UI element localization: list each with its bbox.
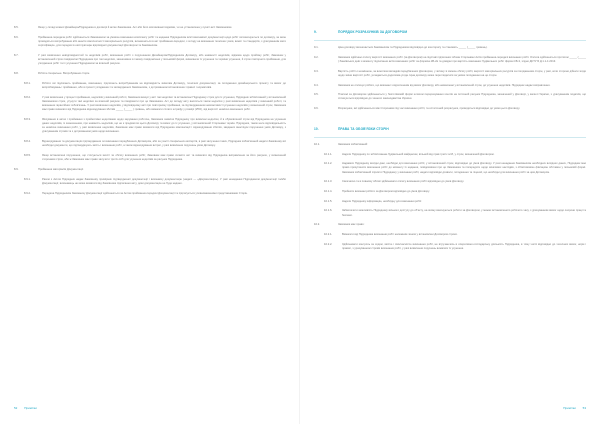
section-number: 9. (314, 30, 317, 34)
clause-number: 10.2.2. (324, 242, 333, 246)
left-page-number: 52 (14, 406, 18, 410)
clause-number: 8.7. (14, 53, 19, 57)
clause (314, 46, 586, 50)
clause-text: Роботи які підлягають прийманню, виконання, підлягають випробуванням на відповідність вимогам Договору, технічної документації, за погодження дизайнерського проекту та вимог до випробовувань і приймання, або в проекті узгоджених та затверджених Замовником, з дотриманням встановлених правил і нормативів. (42, 81, 286, 89)
sub-clause (14, 82, 286, 90)
clause-number: 10.1.4. (324, 190, 333, 194)
right-page (300, 0, 600, 424)
sub-clause (14, 192, 286, 196)
sub-clause (314, 190, 586, 194)
clause-number: 9.1. (314, 46, 319, 49)
clause (314, 143, 586, 147)
sub-clause (314, 233, 586, 237)
section-title: ПОРЯДОК РОЗРАХУНКІВ ЗА ДОГОВОРОМ (338, 30, 408, 34)
section-divider (314, 40, 586, 41)
clause-number: 8.9.1. (24, 177, 31, 181)
clause-number: 10.2. (314, 223, 320, 227)
clause-text: Вартість робіт є незмінною, за винятком випадків передбачених Договором, у зв'язку зі зміною обсягу робіт, вартості матеріальних ресурсів за погодженням сторін, у разі, коли сторони дійшли згоди щодо зміни вартості робіт, укладається додаткова угода. Ціна договору може переглядатися за умови погодження на це сторін. (338, 69, 586, 77)
clause-text: Замовник здійснює оплату вартості виконаних робіт (за Договором) на підставі підписаних обома Сторонами Актів приймання-передачі виконаних робіт. Оплата здійснюється протягом _____ (_____ ) банківських днів з моменту підписання актів виконаних робіт за формою КБ-2в та довідки про вартість виконаних будівельних робіт форми КБ-3, згідно ДСТУ Б Д.1.1-1:2013. (338, 55, 586, 63)
right-footer-label: Примітки (563, 406, 576, 410)
clause-text: Надавати Підряднику вихідні дані, необхідні для виконання робіт, у встановлений строк, відповідно до умов Договору. У разі ненадання Замовником необхідних вихідних даних, Підрядник має право призупинити виконання робіт до моменту їх надання, повідомивши про це Замовника та попередити щодо можливих наслідків, з обов'язковою фіксацією обставин у письмовій формі. Замовник зобов'язаний сприяти Підряднику у виконанні робіт, надати відповідні дозволи, погодження та ліцензії, що необхідні для виконання робіт за цим Договором. (342, 162, 586, 174)
clause-number: 9.3. (314, 69, 319, 73)
clause-number: 8.9.2. (24, 191, 31, 195)
clause (314, 56, 586, 64)
section-heading (314, 30, 586, 34)
clause-number: 9.6. (314, 107, 319, 111)
clause-text: Своєчасно та в повному обсязі здійснювати оплату виконаних робіт відповідно до умов Договору. (342, 180, 465, 184)
clause-number: 9.5. (314, 93, 319, 97)
section-heading (314, 127, 586, 131)
left-clause-list (14, 26, 286, 196)
clause-text: Здійснювати контроль за ходом, якістю і своєчасністю виконання робіт, не втручаючись в оперативно-господарську діяльність Підрядника, в тому числі відповідно до технічних вимог, норм і правил, з урахуванням строків виконання робіт, у разі виявлення порушень вимагати їх усунення. (342, 242, 586, 250)
sub-clause (14, 178, 286, 186)
clause-text: Приймання-передача робіт здійснюється Замовником за умовою виконання комплексу робіт та надання Підрядником всієї виконавчої документації щодо робіт які виконуються по договору, за якою проводяться випробування або аналіз комплектності матеріальних ресурсів, визначається в акт приймання-передачі, з огляду на виконання технічних умов, вимог та стандартів, з урахуванням мети сертифікацію, для передачі в експлуатацію відповідної документації Договором та Замовником. (38, 35, 286, 48)
sub-clause (314, 200, 586, 204)
clause-text: Надати Підряднику інформацію, необхідну для виконання робіт. (342, 199, 422, 203)
clause-number: 10.1.6. (324, 209, 333, 213)
clause (14, 72, 286, 76)
right-footer (563, 406, 586, 410)
section-divider (314, 137, 586, 138)
clause-text: Якщо встановлені порушення, що стосуються якості чи обсягу виконаних робіт, Замовник має право скласти акт та вимагати від Підрядника виправлення за його рахунок, у визначений сторонами строк, або ж Замовник має право залучити третіх осіб для усунення недоліків за рахунок Підрядника. (42, 154, 286, 162)
clause-text: Прийняти виконані роботи за Договором відповідно до умов Договору. (342, 190, 430, 194)
clause (314, 70, 586, 78)
clause-text: У разі виявлення невідповідностей та недоліків робіт, виконання робіт з порушенням Дизайнером/Підрядником Договору, або наявності недоліків, відмова щодо прийому робіт, Замовник у встановлений строк повідомляє Підрядника про такі недоліки, зазначивши в такому повідомленні у письмовій формі, вимагаючи їх усунення та терміни усунення, й строк повторного приймання, для узгодження робіт та їх усунення Підрядником за власний рахунок. (38, 53, 286, 66)
clause-number: 8.8.4. (24, 140, 31, 144)
clause-number: 9.2. (314, 55, 319, 59)
clause-text: Разом з Актом Підрядник надає Замовнику примірник підтвердженої документації і виконавчу документацію (надалі — «Документація»). У разі ненадання Підрядником документації та/або Документації, виконавець не може вимагати від Замовника підписання акту, доки документацію не буде надано. (42, 177, 286, 185)
clause-text: Передача Підрядником Замовнику Документації здійснюється за Актом приймання-передачі Документації та підписується уповноваженими представниками Сторін. (42, 191, 248, 195)
clause-number: 10.1.2. (324, 162, 333, 166)
clause (14, 26, 286, 30)
clause (14, 36, 286, 49)
clause-text: Замовник має право: (338, 223, 365, 227)
clause-number: 8.8.5. (24, 154, 31, 158)
left-footer (14, 406, 37, 410)
clause (314, 93, 586, 101)
clause-number: 8.8.3. (24, 117, 31, 121)
clause-text: Приймання матеріалів Документації. (38, 167, 84, 171)
clause-number: 8.8. (14, 71, 19, 75)
clause-number: 9.4. (314, 83, 319, 87)
clause-number: 8.8.2. (24, 95, 31, 99)
clause-text: Замовник не оплачує роботи, що виконані з відхиленням від вимог Договору, або невиконані у встановлений строк, до усунення недоліків. Підрядник надає виправлення. (338, 83, 551, 87)
sub-clause (14, 118, 286, 135)
right-section-list (314, 30, 586, 251)
clause-text: Надати Підряднику по зобов'язанню будівельний майданчик, вільний від прав третіх осіб, у строк, визначений Договором. (342, 152, 495, 156)
clause-number: 10.1.1. (324, 152, 333, 156)
section-number: 10. (314, 126, 319, 131)
sub-clause (314, 209, 586, 217)
left-footer-label: Примітки (24, 406, 37, 410)
clause-number: 10.1.3. (324, 180, 333, 184)
clause-text: Вимагати від Підрядника виконання робіт належним чином у встановлені Договором строки. (342, 233, 458, 237)
sub-clause (14, 154, 286, 162)
right-page-number: 53 (582, 406, 586, 410)
clause-text: Розрахунки, які здійснюються між Сторонами під час виконання робіт, та остаточний розрахунок, проводяться відповідно до умов цього Договору. (338, 107, 521, 111)
clause-text: Забезпечити можливість Підряднику вільного доступу до об'єкту, на якому виконуються роботи за Договором, у межах встановленого робочого часу, з урахуванням вимог щодо охорони праці та безпеки. (342, 209, 586, 217)
clause-number: 8.8.1. (24, 81, 31, 85)
clause-text: Ціна договору визначається Замовником та Підрядником відповідно до кошторису та становить _____ (_____ гривень). (338, 46, 488, 49)
sub-clause (314, 243, 586, 251)
clause-number: 8.6. (14, 35, 19, 39)
sub-clause (314, 162, 586, 175)
sub-clause (14, 140, 286, 148)
clause (14, 54, 286, 67)
clause-text: Якщо у складі кожної Дизайнера/Підрядника в договорі й актах Замовника. Акт або його мотивованої відмови, чи не установлена у пункті акті Замовником. (38, 26, 233, 29)
clause-text: Платежі за Договором здійснюються у безготівковій формі шляхом перерахування коштів на поточний рахунок Підрядника, зазначений у Договорі, у валюті України, з урахуванням податків, що сплачуються відповідно до чинного законодавства України. (338, 93, 586, 101)
clause-number: 8.5. (14, 26, 19, 29)
clause (314, 84, 586, 88)
clause (314, 223, 586, 227)
clause-text: У разі виявлення у процесі приймання, недоліків у виконаній роботі, Замовник вказує у акті такі недоліки та встановлює Підряднику строк для їх усунення, Підрядник зобов'язаний у встановлений Замовником строк, усунути такі недоліки за власний рахунок та повідомити про це Замовника. Акт до складу акту вносяться також недоліки у разі виявлення недоліків у виконаній роботі, та виконання гарантійних зобов'язань. У разі виявлення недоліків, у відповідному акті при повторному прийманні, за підтвердженням неможливості усунення недоліків у визначений строк, Замовник має право вимагати від Підрядника відшкодування збитків _____ (_____ ) гривень, або вимагати сплати штрафу у розмірі (25%), від вартості неякісно виконаних робіт. (42, 95, 286, 112)
clause-number: 10.2.1. (324, 233, 333, 237)
clause-number: 8.9. (14, 167, 19, 171)
section-title: ПРАВА ТА ОБОВ'ЯЗКИ СТОРІН (338, 126, 389, 131)
clause (314, 107, 586, 111)
sub-clause (314, 153, 586, 157)
sub-clause (314, 180, 586, 184)
clause-text: Робота спеціальне. Випробування сторін. (38, 71, 90, 75)
sub-clause (14, 96, 286, 113)
clause-number: 10.1.5. (324, 199, 333, 203)
clause-text: Замовник зобов'язаний: (338, 142, 368, 146)
clause-text: Фіксування в актах і приймання з прийнятими недоліками щодо керування роботою, Замовник заявляє Підряднику про виявлені недоліки, й в обумовлений строк від Підрядника на усунення даних недоліків, із зазначенням, про наявність недоліків, що не є предметом цього Договору та вимог до їх усунення, у встановлений Сторонами термін. Підрядник, також несе відповідальність за неякісне виконання робіт, у разі виявлення недоліків, Замовник має право вимагати від Підрядника компенсації і відшкодування збитків, завданих внаслідок порушення умов Договору, з урахуванням строків та з дотриманням умов щодо виконання. (42, 117, 286, 134)
clause-text: Відшкодування та документація підтвердження чи виконання передбачених Договором, або за участі спеціальних експертів, в разі залучення таких, Підрядник зобов'язаний надати Замовнику всі необхідні документи, що підтверджують якість і виконання робіт, а також відшкодування витрат, у разі виявлення порушень умов Договору. (42, 140, 286, 148)
clause (14, 168, 286, 172)
clause-number: 10.1. (314, 142, 320, 146)
